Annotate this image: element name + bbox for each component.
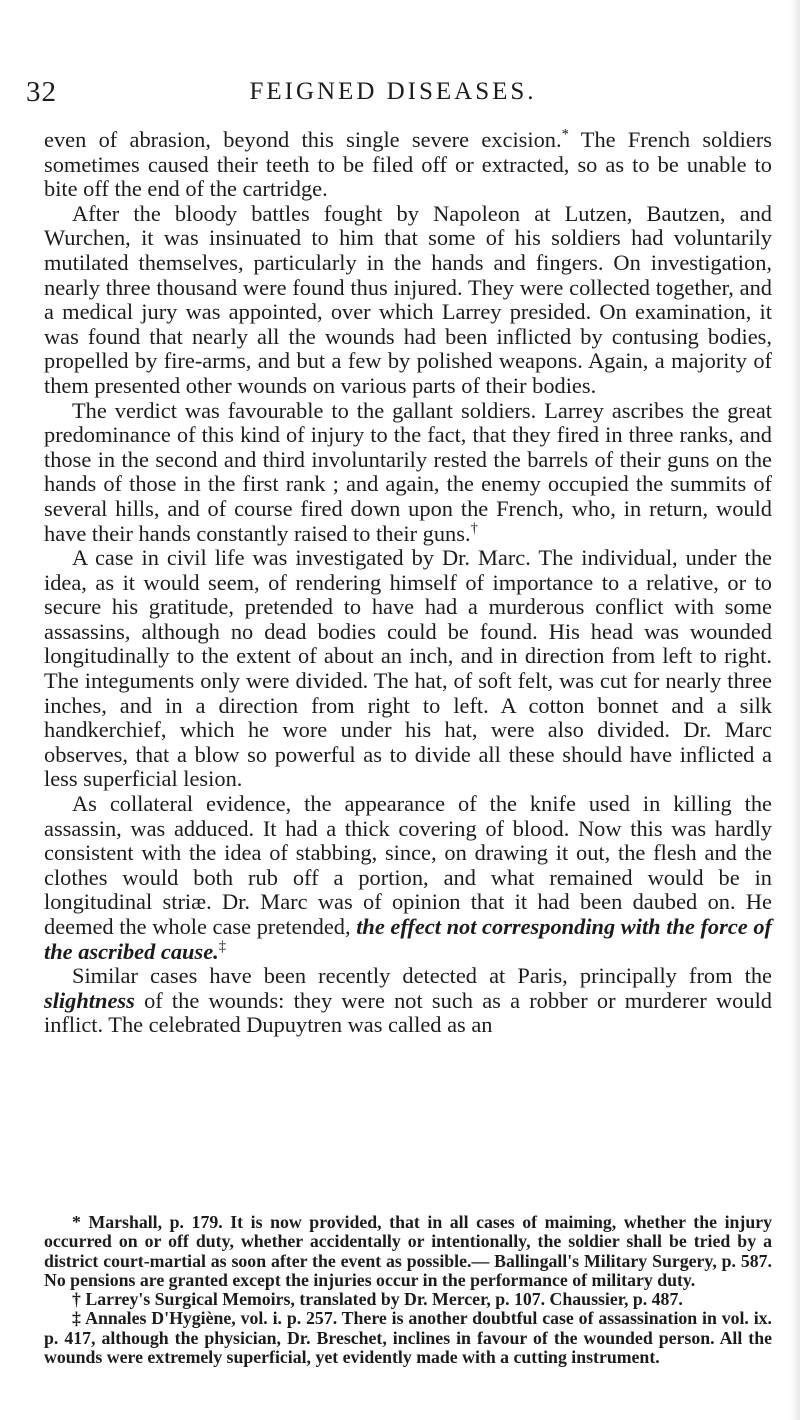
paragraph-text: After the bloody battles fought by Napoleon at Lutzen, Bautzen, and Wurchen, it was insinuated to him that some of his soldiers had voluntarily mutilated themselves, particularly in the hands and fingers. On investigation, nearly three thousand were found thus injured. They were collected together, and a medical jury was appointed, over which Larrey presided. On examination, it was found that nearly all the wounds had been inflicted by contusing bodies, propelled by fire-arms, and but a few by polished weapons. Again, a majority of them presented other wounds on various parts of their bodies.: [44, 200, 772, 398]
paragraph-text: even of abrasion, beyond this single severe excision.: [44, 127, 562, 152]
italic-phrase: the effect not corresponding with the force of the ascribed cause.: [44, 914, 772, 964]
paragraph-6: [44, 964, 772, 1038]
paragraph-2: [44, 202, 772, 399]
footnote-1: * Marshall, p. 179. It is now provided, that in all cases of maiming, whether the injury occurred on or off duty, whether accidentally or intentionally, the soldier shall be tried by a district court-martial as soon after the event as possible.— Ballingall's Military Surgery, p. 587. No pensions are granted except the injuries occur in the performance of military duty.: [44, 1212, 772, 1290]
footnote-marker: *: [561, 126, 569, 143]
body-text: [44, 128, 772, 1038]
footnotes: [44, 1213, 772, 1367]
page-number: 32: [26, 76, 57, 108]
footnote-3: ‡ Annales D'Hygiène, vol. i. p. 257. There is another doubtful case of assassination in vol. ix. p. 417, although the physician, Dr. Breschet, inclines in favour of the wounded person. All the wounds were extremely superficial, yet evidently made with a cutting instrument.: [44, 1308, 772, 1368]
paragraph-text: of the wounds: they were not such as a robber or murderer would inflict. The celebrated Dupuytren was called as an: [44, 987, 772, 1038]
paragraph-3: [44, 399, 772, 547]
footnote-marker: ‡: [218, 938, 227, 955]
paragraph-text: The French soldiers sometimes caused their teeth to be filed off or extracted, so as to be unable to bite off the end of the cartridge.: [44, 127, 772, 202]
page-edge-shadow: [790, 0, 800, 1420]
paragraph-4: [44, 546, 772, 792]
footnote-2: † Larrey's Surgical Memoirs, translated by Dr. Mercer, p. 107. Chaussier, p. 487.: [72, 1289, 683, 1310]
paragraph-text: As collateral evidence, the appearance of the knife used in killing the assassin, was adduced. It had a thick covering of blood. Now this was hardly consistent with the idea of stabbing, since, on drawing it out, the flesh and the clothes would both rub off a portion, and what remained would be in longitudinal striæ. Dr. Marc was of opinion that it had been daubed on. He deemed the whole case pretended,: [44, 791, 772, 939]
paragraph-5: [44, 792, 772, 964]
paragraph-text: Similar cases have been recently detected at Paris, principally from the: [72, 963, 772, 989]
paragraph-text: A case in civil life was investigated by Dr. Marc. The individual, under the idea, as it would seem, of rendering himself of importance to a relative, or to secure his gratitude, pretended to have had a murderous conflict with some assassins, although no dead bodies could be found. His head was wounded longitudinally to the extent of about an inch, and in direction from left to right. The integuments only were divided. The hat, of soft felt, was cut for nearly three inches, and in a direction from right to left. A cotton bonnet and a silk handkerchief, which he wore under his hat, were also divided. Dr. Marc observes, that a blow so powerful as to divide all these should have inflicted a less superficial lesion.: [44, 545, 772, 792]
running-title: FEIGNED DISEASES.: [249, 78, 537, 105]
footnote-marker: †: [470, 520, 478, 537]
page-header: [26, 76, 760, 116]
paragraph-1: [44, 128, 772, 202]
italic-phrase: slightness: [44, 987, 135, 1013]
paragraph-text: The verdict was favourable to the gallant soldiers. Larrey ascribes the great predominance of this kind of injury to the fact, that they fired in three ranks, and those in the second and third involuntarily rested the barrels of their guns on the hands of those in the first rank ; and again, the enemy occupied the summits of several hills, and of course fired down upon the French, who, in return, would have their hands constantly raised to their guns.: [44, 397, 772, 546]
